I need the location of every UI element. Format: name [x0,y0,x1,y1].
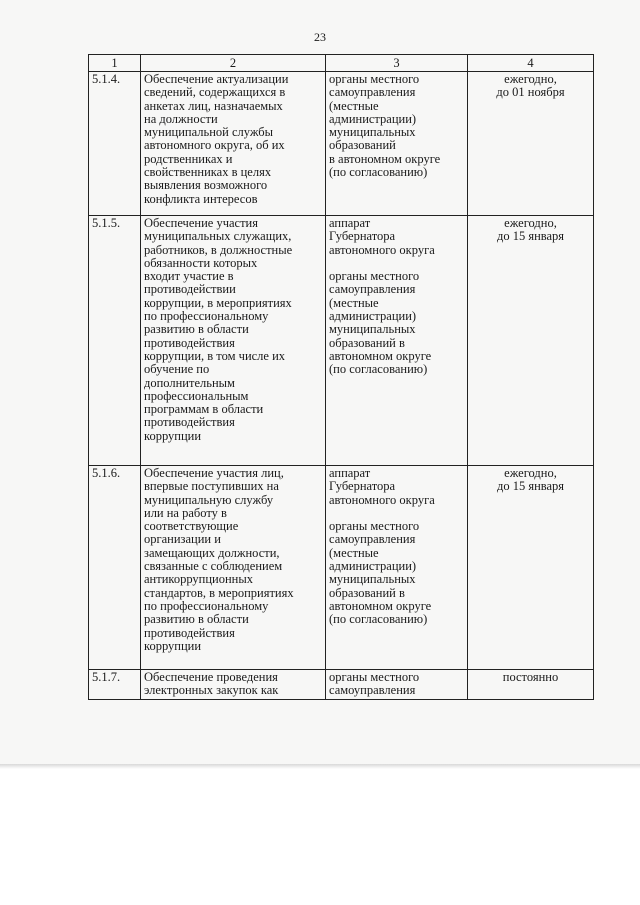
row-term [468,670,594,700]
row-term-text: ежегодно, до 15 января [496,216,565,244]
row-executor-text: аппарат Губернатора автономного округа органы местного самоуправления (местные администрации) муниципальных образований в автономном округе (по согласованию) [329,466,435,627]
row-executor [326,72,468,216]
header-row [89,55,594,72]
row-measure [141,216,326,466]
row-measure-text: Обеспечение участия лиц, впервые поступивших на муниципальную службу или на работу в соответствующие организации и замещающих должности, связанные с соблюдением антикоррупционных стандартов, в мероприятиях по профессиональному развитию в области противодействия коррупции [144,466,294,653]
row-measure [141,670,326,700]
row-number: 5.1.5. [89,216,141,466]
scan-edge [0,764,640,769]
row-term-text: постоянно [502,670,559,684]
row-executor-text: аппарат Губернатора автономного округа органы местного самоуправления (местные администрации) муниципальных образований в автономном округе (по согласованию) [329,216,435,377]
row-executor-text: органы местного самоуправления [329,670,420,698]
row-measure [141,466,326,670]
row-number: 5.1.6. [89,466,141,670]
row-number: 5.1.7. [89,670,141,700]
table-row [89,670,594,700]
measures-table [88,54,594,700]
row-executor [326,216,468,466]
page-number: 23 [314,30,326,44]
column-header-executor: 3 [326,55,468,72]
table-row [89,466,594,670]
column-header-measure: 2 [141,55,326,72]
row-term [468,72,594,216]
row-number: 5.1.4. [89,72,141,216]
row-measure-text: Обеспечение участия муниципальных служащих, работников, в должностные обязанности которых входит участие в противодействии коррупции, в мероприятиях по профессиональному развитию в области противодействия коррупции, в том числе их обучение по дополнительным профессиональным программам в области противодействия коррупции [144,216,293,443]
row-measure-text: Обеспечение актуализации сведений, содержащихся в анкетах лиц, назначаемых на должности муниципальной службы автономного округа, об их родственниках и свойственниках в целях выявления возможного конфликта интересов [144,72,289,206]
row-measure-text: Обеспечение проведения электронных закупок как [144,670,279,698]
table-row [89,72,594,216]
column-header-number: 1 [89,55,141,72]
row-measure [141,72,326,216]
row-term-text: ежегодно, до 01 ноября [496,72,565,100]
row-term-text: ежегодно, до 15 января [496,466,565,494]
column-header-term: 4 [468,55,594,72]
table-row [89,216,594,466]
row-executor-text: органы местного самоуправления (местные администрации) муниципальных образований в автономном округе (по согласованию) [329,72,441,180]
row-executor [326,466,468,670]
row-term [468,216,594,466]
row-term [468,466,594,670]
row-executor [326,670,468,700]
